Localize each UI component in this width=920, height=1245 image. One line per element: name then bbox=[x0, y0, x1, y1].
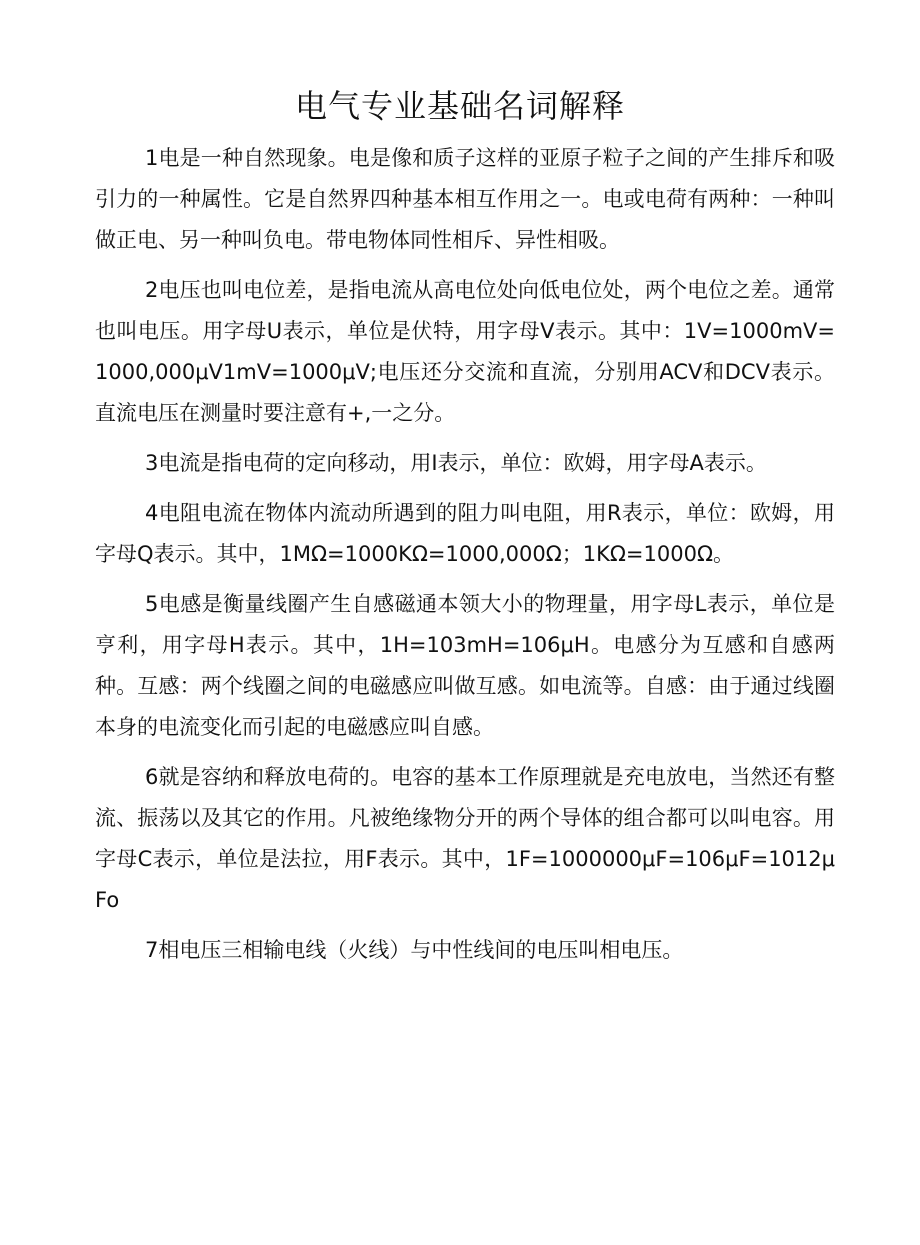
paragraph-voltage: 2电压也叫电位差，是指电流从高电位处向低电位处，两个电位之差。通常也叫电压。用字母U表示，单位是伏特，用字母V表示。其中：1V=1000mV=1000,000μV1mV=1000μV;电压还分交流和直流，分别用ACV和DCV表示。直流电压在测量时要注意有+,一之分。 bbox=[95, 278, 835, 425]
paragraph-inductance: 5电感是衡量线圈产生自感磁通本领大小的物理量，用字母L表示，单位是亨利，用字母H表示。其中，1H=103mH=106μH。电感分为互感和自感两种。互感：两个线圈之间的电磁感应叫做互感。如电流等。自感：由于通过线圈本身的电流变化而引起的电磁感应叫自感。 bbox=[95, 592, 835, 739]
document-body bbox=[95, 138, 835, 980]
paragraph-capacitance: 6就是容纳和释放电荷的。电容的基本工作原理就是充电放电，当然还有整流、振荡以及其它的作用。凡被绝缘物分开的两个导体的组合都可以叫电容。用字母C表示，单位是法拉，用F表示。其中，1F=1000000μF=106μF=1012μFo bbox=[95, 765, 835, 912]
paragraph-current: 3电流是指电荷的定向移动，用I表示，单位：欧姆，用字母A表示。 bbox=[145, 451, 767, 475]
page-title: 电气专业基础名词解释 bbox=[294, 87, 625, 125]
paragraph-electricity: 1电是一种自然现象。电是像和质子这样的亚原子粒子之间的产生排斥和吸引力的一种属性。它是自然界四种基本相互作用之一。电或电荷有两种：一种叫做正电、另一种叫负电。带电物体同性相斥、异性相吸。 bbox=[95, 146, 835, 252]
paragraph-resistance: 4电阻电流在物体内流动所遇到的阻力叫电阻，用R表示，单位：欧姆，用字母Q表示。其中，1MΩ=1000KΩ=1000,000Ω；1KΩ=1000Ω。 bbox=[95, 501, 835, 566]
paragraph-phase-voltage: 7相电压三相输电线（火线）与中性线间的电压叫相电压。 bbox=[145, 938, 684, 962]
